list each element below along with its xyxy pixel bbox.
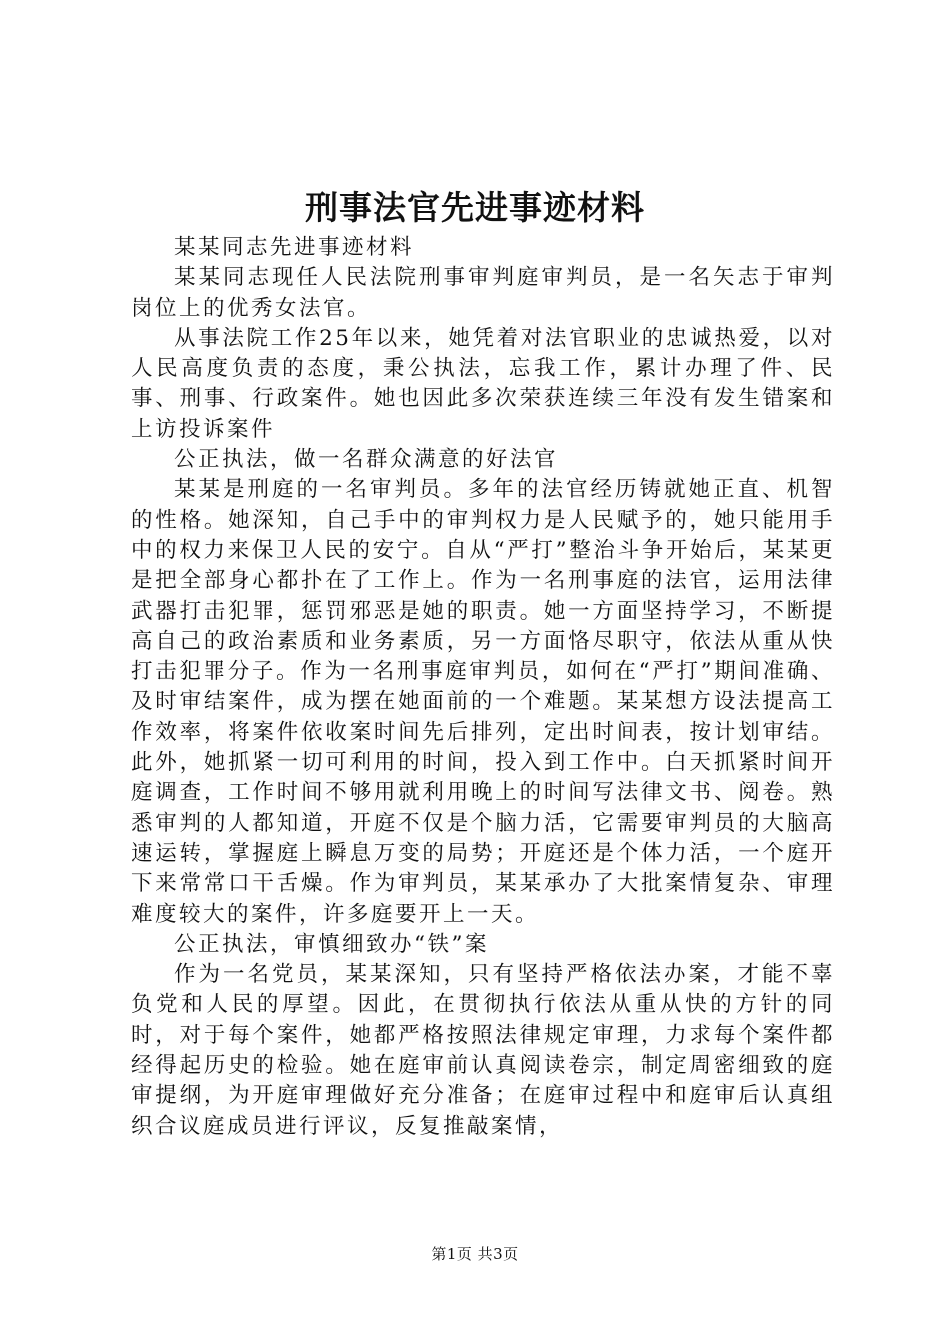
document-title: 刑事法官先进事迹材料 — [305, 188, 645, 227]
page-number-footer: 第1页 共3页 — [431, 1245, 519, 1263]
section-heading-fair-judge: 公正执法，做一名群众满意的好法官 — [174, 447, 559, 473]
document-body — [131, 233, 835, 1142]
paragraph-iron-case: 作为一名党员，某某深知，只有坚持严格依法办案，才能不辜负党和人民的厚望。因此，在贯彻执行依法从重从快的方针的同时，对于每个案件，她都严格按照法律规定审理，力求每个案件都经得起历史的检验。她在庭审前认真阅读卷宗，制定周密细致的庭审提纲，为开庭审理做好充分准备；在庭审过程中和庭审后认真组织合议庭成员进行评议，反复推敲案情， — [131, 962, 835, 1139]
paragraph-fair-judge: 某某是刑庭的一名审判员。多年的法官经历铸就她正直、机智的性格。她深知，自己手中的审判权力是人民赋予的，她只能用手中的权力来保卫人民的安宁。自从“严打”整治斗争开始后，某某更是把全部身心都扑在了工作上。作为一名刑事庭的法官，运用法律武器打击犯罪，惩罚邪恶是她的职责。她一方面坚持学习，不断提高自己的政治素质和业务素质，另一方面恪尽职守，依法从重从快打击犯罪分子。作为一名刑事庭审判员，如何在“严打”期间准确、及时审结案件，成为摆在她面前的一个难题。某某想方设法提高工作效率，将案件依收案时间先后排列，定出时间表，按计划审结。此外，她抓紧一切可利用的时间，投入到工作中。白天抓紧时间开庭调查，工作时间不够用就利用晚上的时间写法律文书、阅卷。熟悉审判的人都知道，开庭不仅是个脑力活，它需要审判员的大脑高速运转，掌握庭上瞬息万变的局势；开庭还是个体力活，一个庭开下来常常口干舌燥。作为审判员，某某承办了大批案情复杂、审理难度较大的案件，许多庭要开上一天。 — [131, 477, 835, 927]
paragraph-career: 从事法院工作25年以来，她凭着对法官职业的忠诚热爱，以对人民高度负责的态度，秉公执法，忘我工作，累计办理了件、民事、刑事、行政案件。她也因此多次荣获连续三年没有发生错案和上访投诉案件 — [131, 325, 835, 442]
paragraph-intro: 某某同志现任人民法院刑事审判庭审判员，是一名矢志于审判岗位上的优秀女法官。 — [131, 265, 835, 321]
paragraph-subtitle: 某某同志先进事迹材料 — [174, 235, 415, 260]
section-heading-iron-case: 公正执法，审慎细致办“铁”案 — [174, 931, 489, 957]
